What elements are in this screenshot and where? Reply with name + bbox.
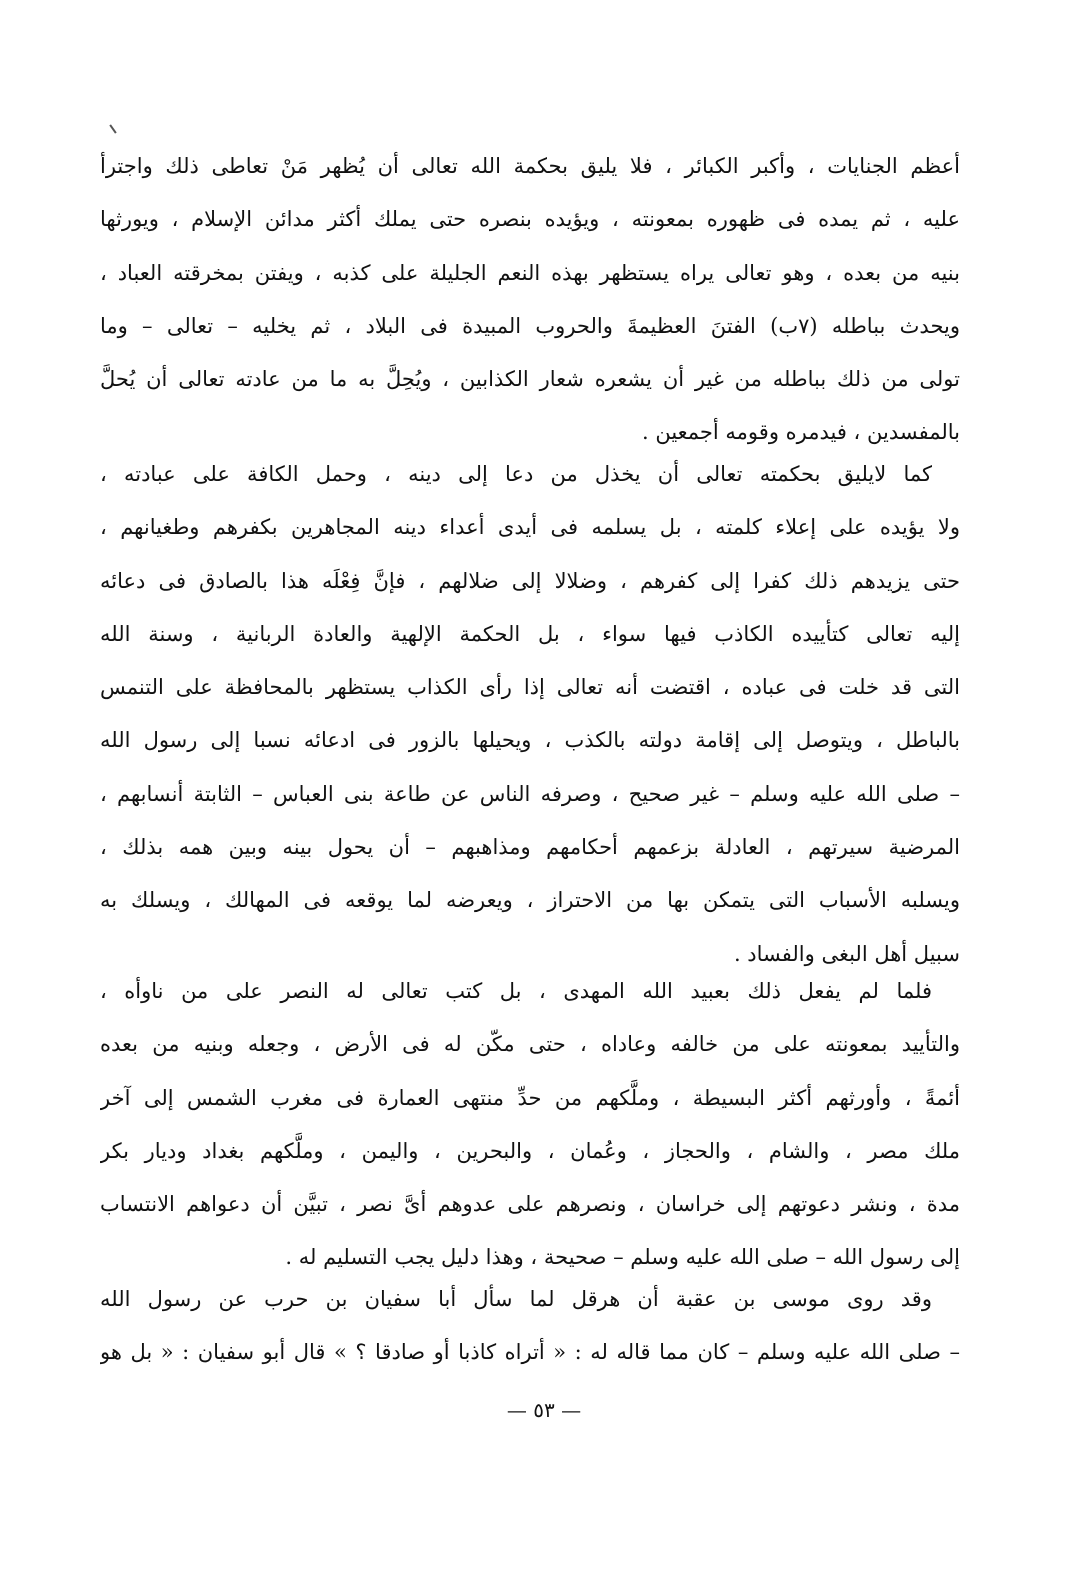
text-line: إلى رسول الله – صلى الله عليه وسلم – صحيحة ، وهذا دليل يجب التسليم له .: [285, 1245, 960, 1270]
text-line: ملك مصر ، والشام ، والحجاز ، وعُمان ، والبحرين ، واليمن ، وملَّكهم بغداد وديار بكر: [100, 1138, 960, 1163]
text-line: مدة ، ونشر دعوتهم إلى خراسان ، ونصرهم على عدوهم أىَّ نصر ، تبيَّن أن دعواهم الانتساب: [100, 1192, 960, 1217]
text-line: التى قد خلت فى عباده ، اقتضت أنه تعالى إذا رأى الكذاب يستظهر بالمحافظة على التنمس: [100, 675, 960, 700]
text-line: وقد روى موسى بن عقبة أن هرقل لما سأل أبا سفيان بن حرب عن رسول الله: [100, 1287, 932, 1311]
text-line: ويسلبه الأسباب التى يتمكن بها من الاحتراز ، ويعرضه لما يوقعه فى المهالك ، ويسلك به: [100, 888, 960, 913]
text-line: – صلى الله عليه وسلم – كان مما قاله له : « أتراه كاذبا أو صادقا ؟ » قال أبو سفيان : « بل هو: [100, 1340, 960, 1365]
paragraph-3: [100, 965, 960, 1285]
text-line: ولا يؤيده على إعلاء كلمته ، بل يسلمه فى أيدى أعداء دينه المجاهرين بكفرهم وطغيانهم ،: [100, 515, 960, 540]
text-line: تولى من ذلك بباطله من غير أن يشعره شعار الكذابين ، ويُحِلَّ به ما من عادته تعالى أن يُحلَّ: [100, 367, 960, 392]
paragraph-4: [100, 1273, 960, 1380]
text-line: والتأييد بمعونته على من خالفه وعاداه ، حتى مكّن له فى الأرض ، وجعله وبنيه من بعده: [100, 1032, 960, 1057]
text-line: ويحدث بباطله (٧ب) الفتنَ العظيمةَ والحروب المبيدة فى البلاد ، ثم يخليه – تعالى – وما: [100, 313, 960, 338]
text-line: أعظم الجنايات ، وأكبر الكبائر ، فلا يليق بحكمة الله تعالى أن يُظهر مَنْ تعاطى ذلك واجترأ: [100, 154, 960, 178]
text-line: أئمةً ، وأورثهم أكثر البسيطة ، وملَّكهم من حدِّ منتهى العمارة فى مغرب الشمس إلى آخر: [100, 1085, 960, 1110]
text-line: سبيل أهل البغى والفساد .: [733, 941, 960, 966]
page-number: — ٥٣ —: [506, 1398, 582, 1422]
text-line: عليه ، ثم يمده فى ظهوره بمعونته ، ويؤيده بنصره حتى يملك أكثر مدائن الإسلام ، ويورثها: [100, 207, 960, 232]
text-line: فلما لم يفعل ذلك بعبيد الله المهدى ، بل كتب تعالى له النصر على من ناوأه ،: [100, 979, 932, 1003]
scan-mark: [109, 124, 116, 133]
text-line: حتى يزيدهم ذلك كفرا إلى كفرهم ، وضلالا إلى ضلالهم ، فإنَّ فِعْلَه هذا بالصادق فى دعائه: [100, 568, 960, 593]
text-line: إليه تعالى كتأييده الكاذب فيها سواء ، بل الحكمة الإلهية والعادة الربانية ، وسنة الله: [100, 621, 960, 646]
text-line: كما لايليق بحكمته تعالى أن يخذل من دعا إلى دينه ، وحمل الكافة على عبادته ،: [100, 462, 932, 486]
text-line: المرضية سيرتهم ، العادلة بزعمهم أحكامهم ومذاهبهم – أن يحول بينه وبين همه بذلك ،: [100, 835, 960, 860]
text-line: – صلى الله عليه وسلم – غير صحيح ، وصرفه الناس عن طاعة بنى العباس – الثابتة أنسابهم ،: [100, 781, 960, 806]
paragraph-2: [100, 448, 960, 981]
text-line: بنيه من بعده ، وهو تعالى يراه يستظهر بهذه النعم الجليلة على كذبه ، ويفتن بمخرقته العباد ،: [100, 260, 960, 285]
text-line: بالمفسدين ، فيدمره وقومه أجمعين .: [641, 420, 960, 445]
paragraph-1: [100, 140, 960, 460]
text-line: بالباطل ، ويتوصل إلى إقامة دولته بالكذب ، ويحيلها بالزور فى ادعائه نسبا إلى رسول الله: [100, 728, 960, 753]
